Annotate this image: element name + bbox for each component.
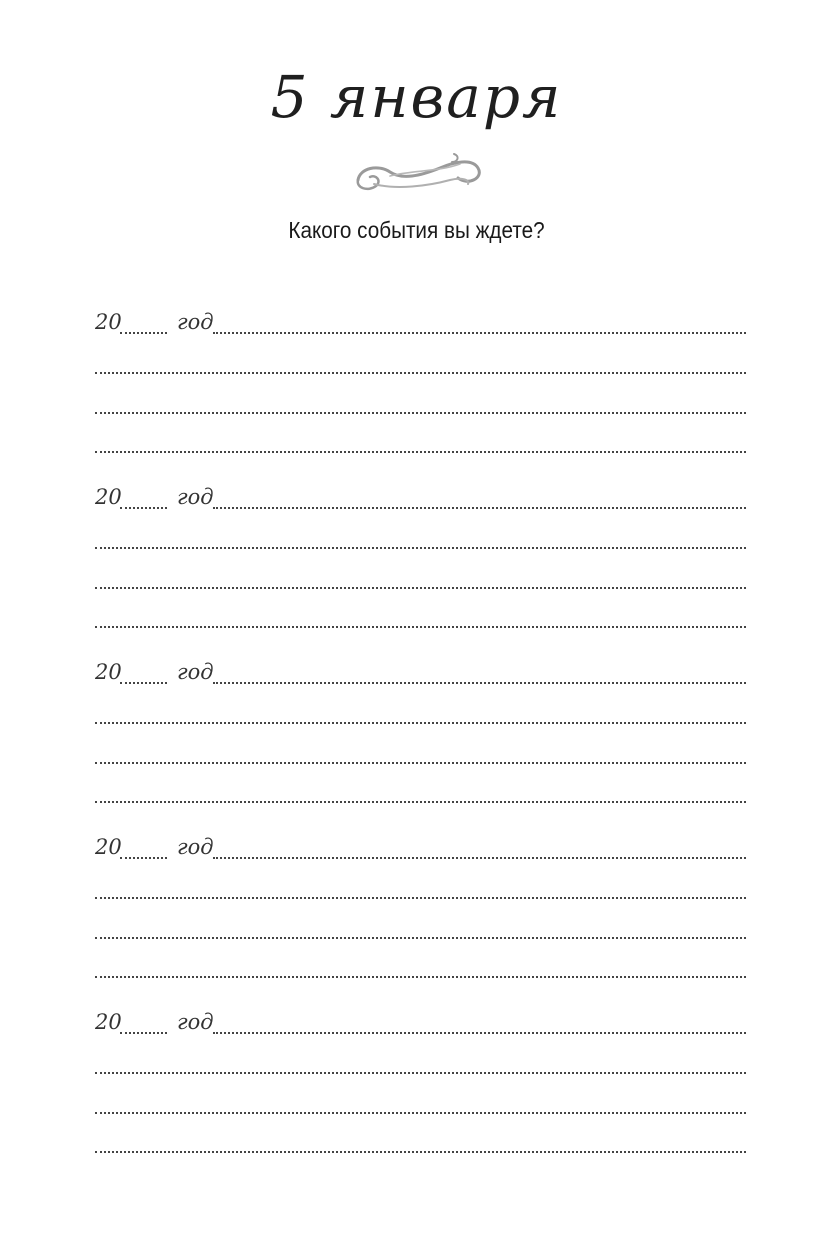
answer-line[interactable]: [95, 1112, 746, 1114]
year-prefix: 20: [95, 1010, 122, 1034]
year-word: год: [177, 485, 214, 509]
year-row: [95, 1008, 746, 1034]
answer-line[interactable]: [95, 937, 746, 939]
answer-line[interactable]: [95, 547, 746, 549]
answer-line[interactable]: [95, 1072, 746, 1074]
year-row: [95, 308, 746, 334]
year-word: год: [177, 835, 214, 859]
year-entry: [95, 658, 746, 833]
answer-line[interactable]: [95, 897, 746, 899]
answer-line[interactable]: [213, 332, 746, 334]
answer-line[interactable]: [95, 451, 746, 453]
answer-line[interactable]: [95, 587, 746, 589]
year-entry: [95, 483, 746, 658]
year-row: [95, 833, 746, 859]
answer-line[interactable]: [213, 507, 746, 509]
page-question: Какого события вы ждете?: [288, 217, 545, 243]
year-blank-line[interactable]: [120, 332, 167, 334]
year-word: год: [177, 310, 214, 334]
flourish-ornament-icon: [350, 150, 486, 194]
answer-line[interactable]: [95, 1151, 746, 1153]
year-prefix: 20: [95, 660, 122, 684]
answer-line[interactable]: [213, 1032, 746, 1034]
answer-line[interactable]: [95, 372, 746, 374]
page-title: 5 января: [270, 63, 563, 131]
answer-line[interactable]: [213, 682, 746, 684]
year-blank-line[interactable]: [120, 682, 167, 684]
answer-line[interactable]: [95, 722, 746, 724]
year-blank-line[interactable]: [120, 857, 167, 859]
year-blank-line[interactable]: [120, 1032, 167, 1034]
year-entry: [95, 833, 746, 1008]
year-blank-line[interactable]: [120, 507, 167, 509]
year-entry: [95, 1008, 746, 1183]
year-word: год: [177, 1010, 214, 1034]
year-row: [95, 483, 746, 509]
answer-line[interactable]: [95, 762, 746, 764]
year-prefix: 20: [95, 835, 122, 859]
year-row: [95, 658, 746, 684]
answer-line[interactable]: [95, 801, 746, 803]
year-word: год: [177, 660, 214, 684]
entries-list: [95, 308, 746, 1183]
year-prefix: 20: [95, 485, 122, 509]
year-entry: [95, 308, 746, 483]
answer-line[interactable]: [213, 857, 746, 859]
answer-line[interactable]: [95, 412, 746, 414]
answer-line[interactable]: [95, 976, 746, 978]
year-prefix: 20: [95, 310, 122, 334]
answer-line[interactable]: [95, 626, 746, 628]
